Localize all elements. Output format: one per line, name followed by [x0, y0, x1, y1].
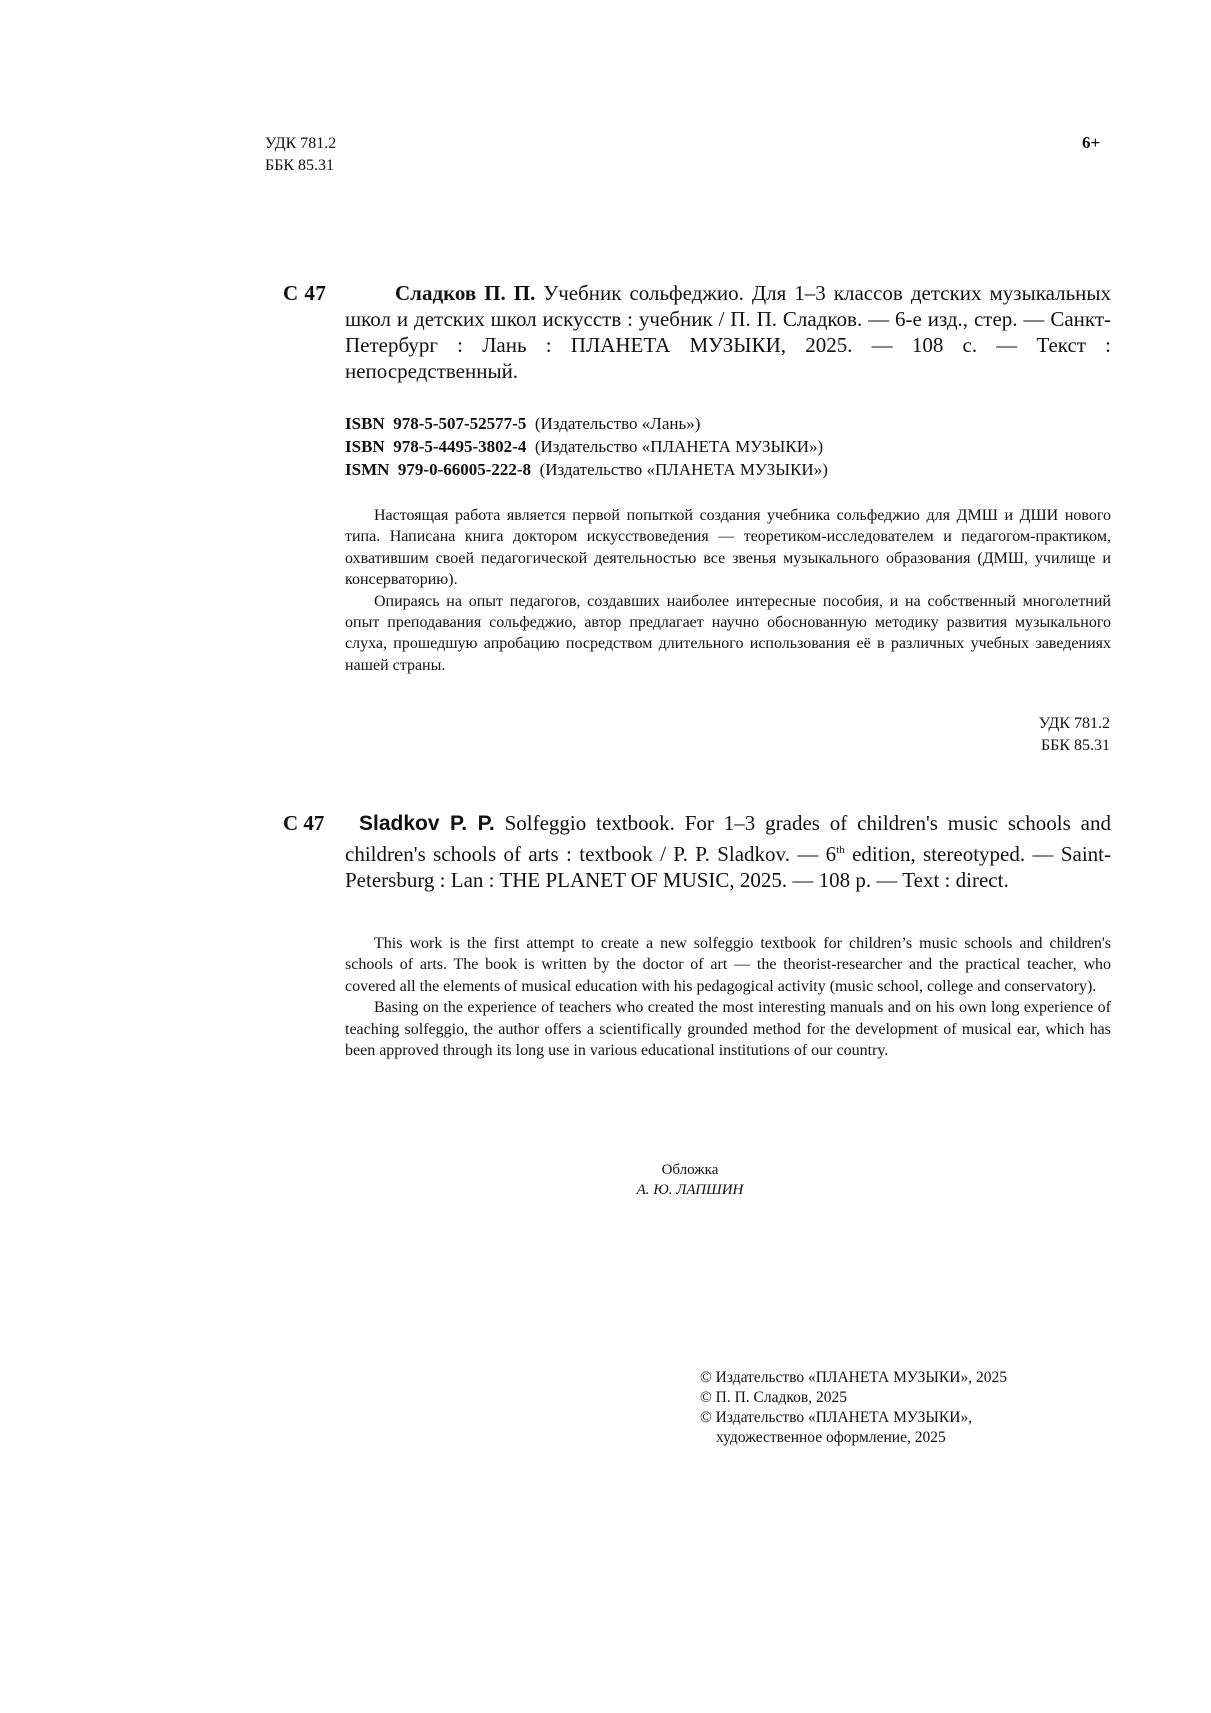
identifier-row	[345, 458, 828, 481]
cover-label: Обложка	[661, 1162, 719, 1178]
bibliographic-description	[345, 280, 1111, 384]
author-name: Sladkov P. P.	[359, 812, 495, 835]
identifier-list	[345, 412, 828, 481]
english-abstract	[345, 933, 1111, 1061]
copyright-line: художественное оформление, 2025	[716, 1429, 946, 1446]
abstract-paragraph: Опираясь на опыт педагогов, создавших наиболее интересные пособия, и на собственный многолетний опыт преподавания сольфеджио, автор предлагает научно обоснованную методику развития музыкального слуха, прошедшую апробацию посредством длительного использования её в различных учебных заведениях нашей страны.	[345, 592, 1111, 674]
identifier-number: 978-5-507-52577-5	[393, 414, 527, 433]
english-catalog-card	[283, 810, 1111, 893]
copyright-line: © Издательство «ПЛАНЕТА МУЗЫКИ», 2025	[700, 1369, 1007, 1386]
age-rating: 6+	[1082, 133, 1101, 152]
bbk-code: ББК 85.31	[1040, 737, 1110, 754]
russian-catalog-card	[283, 280, 1111, 384]
title-and-imprint-continued: edition, stereotyped. — Saint-Petersburg : Lan : THE PLANET OF MUSIC, 2025. — 108 p. — Text : direct.	[345, 842, 1111, 892]
identifier-type: ISMN	[345, 460, 390, 479]
abstract-paragraph: Настоящая работа является первой попыткой создания учебника сольфеджио для ДМШ и ДШИ нового типа. Написана книга доктором искусствоведения — теоретиком-исследователем и педагогом-практиком, охватившим своей педагогической деятельностью все звенья музыкального образования (ДМШ, училище и консерваторию).	[345, 507, 1111, 589]
udk-code: УДК 781.2	[1038, 715, 1110, 732]
abstract-paragraph: This work is the first attempt to create a new solfeggio textbook for children’s music schools and children's schools of arts. The book is written by the doctor of art — the theorist-researcher and the practical teacher, who covered all the elements of musical education with his pedagogical activity (music school, college and conservatory).	[345, 935, 1111, 995]
copyright-line: © Издательство «ПЛАНЕТА МУЗЫКИ»,	[700, 1409, 973, 1426]
identifier-publisher: (Издательство «Лань»)	[534, 414, 701, 433]
identifier-row	[345, 435, 828, 458]
identifier-type: ISBN	[345, 414, 385, 433]
author-mark: С 47	[283, 281, 327, 305]
udk-code: УДК 781.2	[265, 135, 337, 152]
cover-credit	[545, 1160, 835, 1200]
title-and-imprint: Учебник сольфеджио. Для 1–3 классов детских музыкальных школ и детских школ искусств : учебник / П. П. Сладков. — 6-е изд., стер. — Санкт-Петербург : Лань : ПЛАНЕТА МУЗЫКИ, 2025. — 108 с. — Текст : непосредственный.	[345, 281, 1111, 383]
edition-ordinal-suffix: th	[836, 844, 845, 856]
identifier-number: 978-5-4495-3802-4	[393, 437, 527, 456]
identifier-publisher: (Издательство «ПЛАНЕТА МУЗЫКИ»)	[534, 437, 824, 456]
copyright-notices	[700, 1368, 1007, 1448]
bbk-code: ББК 85.31	[265, 157, 335, 174]
identifier-type: ISBN	[345, 437, 385, 456]
classification-codes-top	[265, 133, 336, 177]
identifier-publisher: (Издательство «ПЛАНЕТА МУЗЫКИ»)	[539, 460, 828, 479]
identifier-number: 979-0-66005-222-8	[397, 460, 532, 479]
author-name: Сладков П. П.	[395, 281, 536, 305]
identifier-row	[345, 412, 828, 435]
cover-artist: А. Ю. ЛАПШИН	[636, 1182, 744, 1198]
author-mark: С 47	[283, 811, 325, 835]
title-and-imprint: Solfeggio textbook. For 1–3 grades of children's music schools and children's schools of arts : textbook / P. P. Sladkov. — 6	[345, 811, 1112, 866]
bibliographic-description	[345, 810, 1111, 893]
copyright-line: © П. П. Сладков, 2025	[700, 1389, 847, 1406]
russian-abstract	[345, 505, 1111, 676]
abstract-paragraph: Basing on the experience of teachers who created the most interesting manuals and on his own long experience of teaching solfeggio, the author offers a scientifically grounded method for the development of musical ear, which has been approved through its long use in various educational institutions of our country.	[345, 999, 1111, 1060]
classification-codes-bottom	[960, 713, 1110, 757]
